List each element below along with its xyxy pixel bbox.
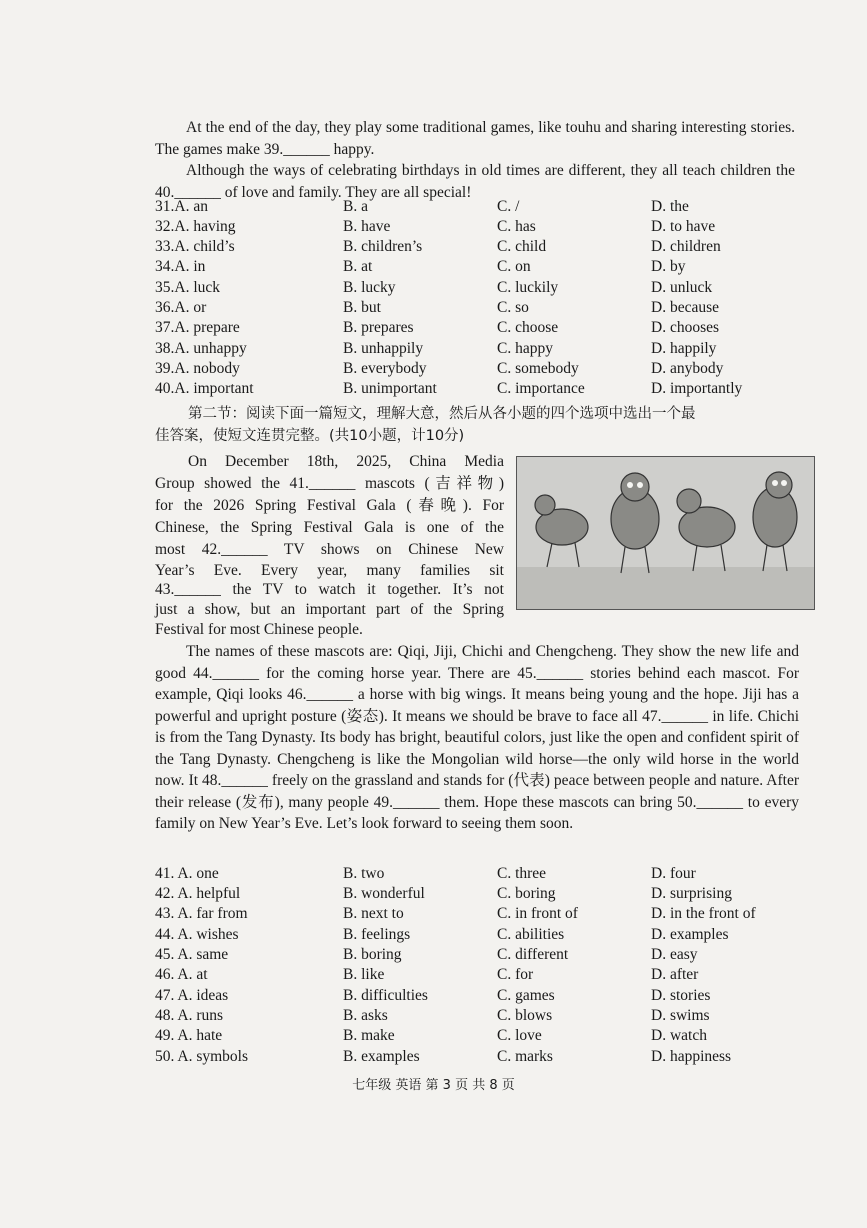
option-c: C. has xyxy=(497,218,536,235)
option-a: 50. A. symbols xyxy=(155,1048,249,1065)
option-a: 35.A. luck xyxy=(155,279,221,296)
option-c: C. for xyxy=(497,966,534,983)
option-row-43 xyxy=(155,905,755,925)
option-row-44 xyxy=(155,926,755,946)
option-row-36 xyxy=(155,299,755,319)
option-a: 46. A. at xyxy=(155,966,208,983)
option-d: D. watch xyxy=(651,1027,707,1044)
page-footer: 七年级 英语 第 3 页 共 8 页 xyxy=(352,1078,515,1093)
option-d: D. chooses xyxy=(651,319,720,336)
option-b: B. feelings xyxy=(343,926,411,943)
option-a: 36.A. or xyxy=(155,299,207,316)
option-row-42 xyxy=(155,885,755,905)
passage-line: Group showed the 41.______ mascots (吉祥物) xyxy=(155,475,504,492)
option-d: D. to have xyxy=(651,218,716,235)
option-c: C. abilities xyxy=(497,926,565,943)
option-d: D. four xyxy=(651,865,696,882)
option-row-33 xyxy=(155,238,755,258)
option-row-38 xyxy=(155,340,755,360)
passage-line: most 42.______ TV shows on Chinese New xyxy=(155,541,504,558)
option-b: B. unimportant xyxy=(343,380,437,397)
option-d: D. because xyxy=(651,299,719,316)
intro-paragraph-2: Although the ways of celebrating birthdays in old times are different, they all teach children the 40.______ of love and family. They are all special! xyxy=(155,162,795,201)
option-a: 31.A. an xyxy=(155,198,208,215)
option-b: B. wonderful xyxy=(343,885,425,902)
option-d: D. surprising xyxy=(651,885,732,902)
option-row-37 xyxy=(155,319,755,339)
option-c: C. three xyxy=(497,865,547,882)
option-d: D. in the front of xyxy=(651,905,756,922)
option-a: 34.A. in xyxy=(155,258,206,275)
option-row-50 xyxy=(155,1048,755,1068)
option-d: D. examples xyxy=(651,926,729,943)
option-c: C. so xyxy=(497,299,529,316)
option-b: B. lucky xyxy=(343,279,396,296)
option-b: B. children’s xyxy=(343,238,423,255)
option-c: C. / xyxy=(497,198,520,215)
intro-paragraph-1: At the end of the day, they play some traditional games, like touhu and sharing interesting stories. The games make 39.______ happy. xyxy=(155,119,795,158)
option-c: C. somebody xyxy=(497,360,579,377)
option-row-47 xyxy=(155,987,755,1007)
option-c: C. happy xyxy=(497,340,553,357)
intro-paragraphs xyxy=(155,117,795,203)
option-a: 32.A. having xyxy=(155,218,236,235)
passage-line: Year’s Eve. Every year, many families sit xyxy=(155,562,504,579)
option-b: B. prepares xyxy=(343,319,414,336)
option-a: 43. A. far from xyxy=(155,905,248,922)
option-c: C. on xyxy=(497,258,531,275)
option-row-34 xyxy=(155,258,755,278)
option-c: C. love xyxy=(497,1027,542,1044)
passage-line: On December 18th, 2025, China Media xyxy=(188,453,504,470)
option-b: B. make xyxy=(343,1027,395,1044)
option-a: 42. A. helpful xyxy=(155,885,241,902)
option-a: 37.A. prepare xyxy=(155,319,240,336)
passage-line: just a show, but an important part of the Spring xyxy=(155,601,504,618)
option-row-39 xyxy=(155,360,755,380)
option-a: 41. A. one xyxy=(155,865,219,882)
option-d: D. after xyxy=(651,966,699,983)
option-b: B. two xyxy=(343,865,385,882)
option-c: C. different xyxy=(497,946,569,963)
option-b: B. boring xyxy=(343,946,402,963)
option-a: 48. A. runs xyxy=(155,1007,224,1024)
option-a: 47. A. ideas xyxy=(155,987,229,1004)
option-d: D. happiness xyxy=(651,1048,732,1065)
option-c: C. importance xyxy=(497,380,585,397)
option-d: D. children xyxy=(651,238,721,255)
option-row-40 xyxy=(155,380,755,400)
option-c: C. boring xyxy=(497,885,556,902)
option-a: 44. A. wishes xyxy=(155,926,239,943)
option-c: C. games xyxy=(497,987,555,1004)
option-b: B. have xyxy=(343,218,391,235)
option-d: D. stories xyxy=(651,987,711,1004)
option-b: B. like xyxy=(343,966,385,983)
option-b: B. difficulties xyxy=(343,987,428,1004)
option-d: D. unluck xyxy=(651,279,713,296)
option-a: 38.A. unhappy xyxy=(155,340,247,357)
option-b: B. a xyxy=(343,198,368,215)
option-row-41 xyxy=(155,865,755,885)
option-b: B. but xyxy=(343,299,381,316)
section2-heading-line1: 第二节：阅读下面一篇短文，理解大意，然后从各小题的四个选项中选出一个最 xyxy=(188,406,696,422)
option-c: C. choose xyxy=(497,319,559,336)
mascots-illustration xyxy=(517,457,814,609)
option-b: B. everybody xyxy=(343,360,427,377)
option-c: C. marks xyxy=(497,1048,553,1065)
option-c: C. luckily xyxy=(497,279,559,296)
option-row-49 xyxy=(155,1027,755,1047)
option-b: B. examples xyxy=(343,1048,420,1065)
option-c: C. blows xyxy=(497,1007,553,1024)
option-row-45 xyxy=(155,946,755,966)
option-row-32 xyxy=(155,218,755,238)
option-b: B. next to xyxy=(343,905,404,922)
option-row-48 xyxy=(155,1007,755,1027)
option-c: C. in front of xyxy=(497,905,578,922)
option-c: C. child xyxy=(497,238,547,255)
option-b: B. asks xyxy=(343,1007,388,1024)
passage-line: Festival for most Chinese people. xyxy=(155,621,363,638)
option-d: D. easy xyxy=(651,946,698,963)
option-row-46 xyxy=(155,966,755,986)
option-d: D. happily xyxy=(651,340,717,357)
passage-line: for the 2026 Spring Festival Gala (春晚). For xyxy=(155,497,504,514)
option-d: D. swims xyxy=(651,1007,710,1024)
mascots-photo xyxy=(516,456,815,610)
option-d: D. by xyxy=(651,258,686,275)
option-a: 33.A. child’s xyxy=(155,238,235,255)
passage-line: Chinese, the Spring Festival Gala is one of the xyxy=(155,519,504,536)
option-d: D. importantly xyxy=(651,380,743,397)
option-a: 39.A. nobody xyxy=(155,360,240,377)
option-a: 45. A. same xyxy=(155,946,229,963)
option-row-35 xyxy=(155,279,755,299)
option-a: 40.A. important xyxy=(155,380,254,397)
passage-line: 43.______ the TV to watch it together. It’s not xyxy=(155,581,504,598)
option-row-31 xyxy=(155,198,755,218)
option-b: B. unhappily xyxy=(343,340,424,357)
option-d: D. the xyxy=(651,198,689,215)
option-b: B. at xyxy=(343,258,373,275)
passage-paragraph-2: The names of these mascots are: Qiqi, Jiji, Chichi and Chengcheng. They show the new life and good 44.______ for the coming horse year. There are 45.______ stories behind each mascot. For example, Qiqi looks 46.______ a horse with big wings. It means being young and the hope. Jiji has a powerful and upright posture (姿态). It means we should be brave to face all 47.______ in life. Chichi is from the Tang Dynasty. Its body has bright, beautiful colors, just like the open and confident spirit of the Tang Dynasty. Chengcheng is like the Mongolian wild horse—the only wild horse in the world now. It 48.______ freely on the grassland and stands for (代表) peace between people and nature. After their release (发布), many people 49.______ them. Hope these mascots can bring 50.______ to every family on New Year’s Eve. Let’s look forward to seeing them soon. xyxy=(155,643,799,832)
option-d: D. anybody xyxy=(651,360,724,377)
section2-heading-line2: 佳答案，使短文连贯完整。(共10小题，计10分) xyxy=(155,428,465,444)
option-a: 49. A. hate xyxy=(155,1027,223,1044)
